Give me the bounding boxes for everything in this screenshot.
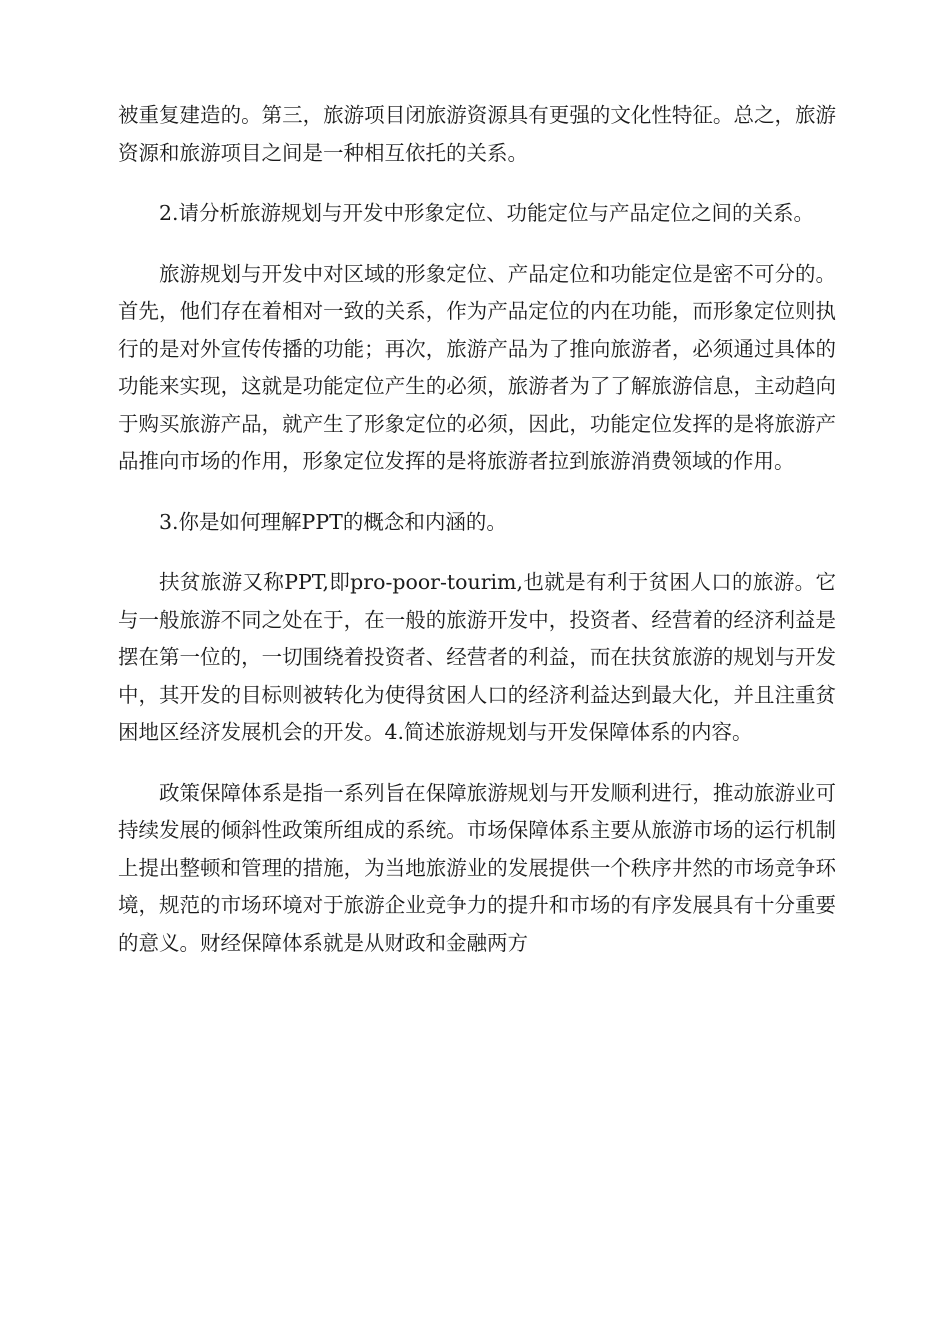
question-2: 2.请分析旅游规划与开发中形象定位、功能定位与产品定位之间的关系。	[159, 201, 815, 225]
answer-2: 旅游规划与开发中对区域的形象定位、产品定位和功能定位是密不可分的。首先，他们存在着相对一致的关系，作为产品定位的内在功能，而形象定位则执行的是对外宣传传播的功能；再次，旅游产品为了推向旅游者，必须通过具体的功能来实现，这就是功能定位产生的必须，旅游者为了了解旅游信息，主动趋向于购买旅游产品，就产生了形象定位的必须，因此，功能定位发挥的是将旅游产品推向市场的作用，形象定位发挥的是将旅游者拉到旅游消费领域的作用。	[118, 261, 836, 473]
answer-3: 扶贫旅游又称PPT,即pro-poor-tourim,也就是有利于贫困人口的旅游。它与一般旅游不同之处在于，在一般的旅游开发中，投资者、经营着的经济利益是摆在第一位的，一切围绕着投资者、经营者的利益，而在扶贫旅游的规划与开发中，其开发的目标则被转化为使得贫困人口的经济利益达到最大化，并且注重贫困地区经济发展机会的开发。4.简述旅游规划与开发保障体系的内容。	[118, 570, 836, 744]
paragraph-continuation: 被重复建造的。第三，旅游项目闭旅游资源具有更强的文化性特征。总之，旅游资源和旅游项目之间是一种相互依托的关系。	[118, 103, 836, 165]
answer-4: 政策保障体系是指一系列旨在保障旅游规划与开发顺利进行，推动旅游业可持续发展的倾斜性政策所组成的系统。市场保障体系主要从旅游市场的运行机制上提出整顿和管理的措施，为当地旅游业的发展提供一个秩序井然的市场竞争环境，规范的市场环境对于旅游企业竞争力的提升和市场的有序发展具有十分重要的意义。财经保障体系就是从财政和金融两方	[118, 780, 836, 955]
question-3: 3.你是如何理解PPT的概念和内涵的。	[159, 509, 507, 534]
document-body	[118, 97, 836, 985]
